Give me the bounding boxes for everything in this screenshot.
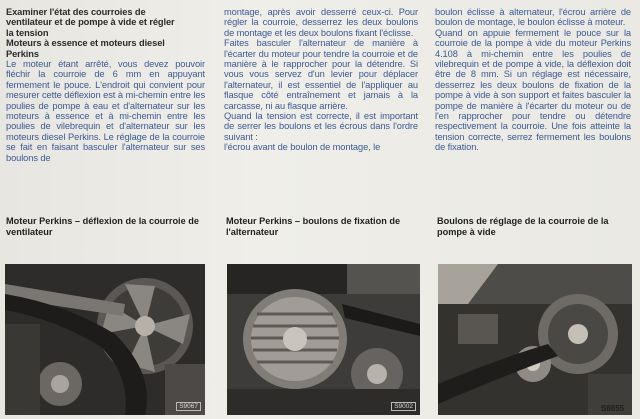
photo-caption-1: Moteur Perkins – déflexion de la courroie de ventilateur <box>6 216 199 237</box>
sub-heading <box>6 38 205 59</box>
subheading-line-1: Moteurs à essence et moteurs diesel <box>6 38 165 49</box>
photo-code-2: S9002 <box>391 402 416 411</box>
photo-caption-3: Boulons de réglage de la courroie de la pompe à vide <box>437 216 609 237</box>
col3-para-1: boulon éclisse à alternateur, l'écrou arrière de boulon de montage, le boulon éclisse à moteur. <box>435 7 631 28</box>
col2-para-2: Faites basculer l'alternateur de manière à l'écarter du moteur pour tendre la courroie et de manière à le rapprocher pour la détendre. Si vous vous servez d'un levier pour déplacer l'alternateur, il est essentiel de l'appliquer au flasque côté entraînement et jamais à la carcasse, ni au flasque arrière. <box>224 38 418 111</box>
col1-body: Le moteur étant arrêté, vous devez pouvoir fléchir la courroie de 6 mm en appuyant fermement le pouce. L'endroit qui convient pour mesurer cette déflexion est à mi-chemin entre les poulies de pompe à eau et d'alternateur sur les moteurs à essence et à mi-chemin entre les poulies de vilebrequin et d'alternateur sur les moteurs diesel Perkins. Le réglage de la courroie se fait en faisant basculer l'alternateur sur ses boulons de <box>6 59 205 163</box>
photo-vacuum-pump <box>438 264 632 415</box>
col2-para-1: montage, après avoir desserré ceux-ci. Pour régler la courroie, desserrez les deux boulons de montage et les deux boulons fixant l'éclisse. <box>224 7 418 38</box>
text-column-1 <box>6 7 205 163</box>
photo-caption-2: Moteur Perkins – boulons de fixation de l'alternateur <box>226 216 401 237</box>
photo-alternator <box>227 264 420 415</box>
section-heading <box>6 7 205 38</box>
photo-code-1: S9067 <box>176 402 201 411</box>
col2-para-3: Quand la tension est correcte, il est important de serrer les boulons et les écrous dans l'ordre suivant : <box>224 111 418 142</box>
col3-para-2: Quand on appuie fermement le pouce sur la courroie de la pompe à vide du moteur Perkins 4.108 à mi-chemin entre les poulies de vilebrequin et de pompe à vide, la déflexion doit être de 8 mm. Si un réglage est nécessaire, desserrez les deux boulons de fixation de la pompe à vide à son support et faites basculer la pompe de manière à l'écarter du moteur ou de l'en rapprocher pour tendre ou détendre respectivement la courroie. Une fois atteinte la tension correcte, serrez fermement les boulons de fixation. <box>435 27 631 153</box>
heading-line-2: ventilateur et de pompe à vide et régler <box>6 17 175 28</box>
heading-line-1: Examiner l'état des courroies de <box>6 7 146 17</box>
text-column-2 <box>224 7 418 153</box>
heading-line-3: la tension <box>6 27 49 38</box>
col2-para-4: l'écrou avant de boulon de montage, le <box>224 142 381 153</box>
subheading-line-2: Perkins <box>6 48 39 59</box>
page-reference-code: S8855 <box>601 404 625 413</box>
text-column-3 <box>435 7 631 153</box>
photo-fan-belt <box>5 264 205 415</box>
